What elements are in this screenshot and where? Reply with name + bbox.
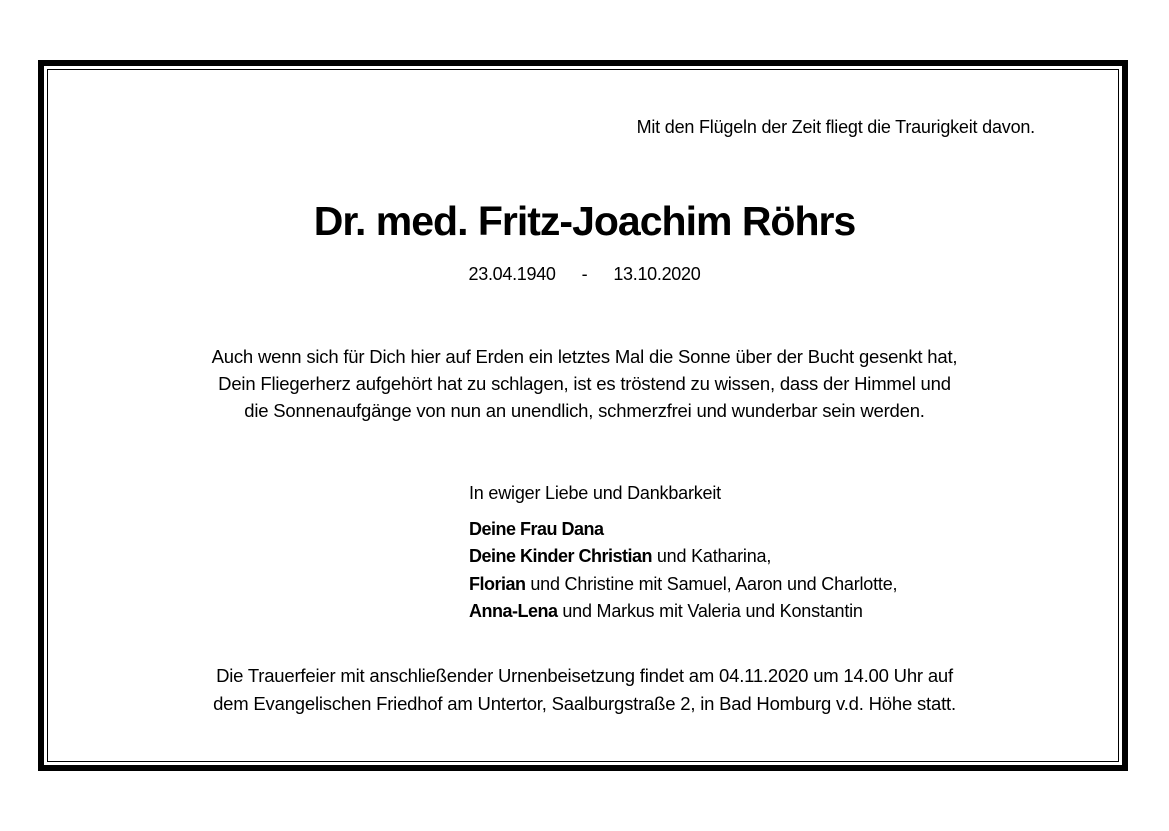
service-info-line: Die Trauerfeier mit anschließender Urnenbeisetzung findet am 04.11.2020 um 14.00 Uhr auf xyxy=(216,665,953,686)
mourner-name: Deine Kinder Christian xyxy=(469,546,653,566)
deceased-name: Dr. med. Fritz-Joachim Röhrs xyxy=(313,198,856,244)
memorial-text-line: Auch wenn sich für Dich hier auf Erden ein letztes Mal die Sonne über der Bucht gesenkt hat, xyxy=(211,346,958,367)
date-separator: - xyxy=(581,264,588,284)
funeral-service-info xyxy=(0,662,1169,718)
death-date: 13.10.2020 xyxy=(613,264,701,284)
mourner-line xyxy=(469,571,897,599)
mourner-companions: und Katharina, xyxy=(652,546,772,566)
birth-date: 23.04.1940 xyxy=(468,264,556,284)
mourner-companions: und Christine mit Samuel, Aaron und Charlotte, xyxy=(525,573,898,594)
memorial-text xyxy=(0,343,1169,424)
memorial-text-line: die Sonnenaufgänge von nun an unendlich, schmerzfrei und wunderbar sein werden. xyxy=(244,400,925,421)
memorial-text-line: Dein Fliegerherz aufgehört hat zu schlagen, ist es tröstend zu wissen, dass der Himmel und xyxy=(218,373,951,394)
mourner-line xyxy=(469,598,897,626)
signature-intro: In ewiger Liebe und Dankbarkeit xyxy=(469,483,721,503)
mourner-name: Florian xyxy=(469,573,526,594)
service-info-line: dem Evangelischen Friedhof am Untertor, Saalburgstraße 2, in Bad Homburg v.d. Höhe statt. xyxy=(213,693,956,714)
mourner-companions: und Markus mit Valeria und Konstantin xyxy=(557,601,863,621)
mourner-name: Deine Frau Dana xyxy=(469,518,604,539)
mourner-name: Anna-Lena xyxy=(469,601,558,621)
mourner-line xyxy=(469,543,897,571)
motto-quote: Mit den Flügeln der Zeit fliegt die Traurigkeit davon. xyxy=(636,117,1035,137)
mourners-signature-block xyxy=(469,480,897,626)
mourner-line xyxy=(469,516,897,544)
life-dates xyxy=(0,264,1169,285)
